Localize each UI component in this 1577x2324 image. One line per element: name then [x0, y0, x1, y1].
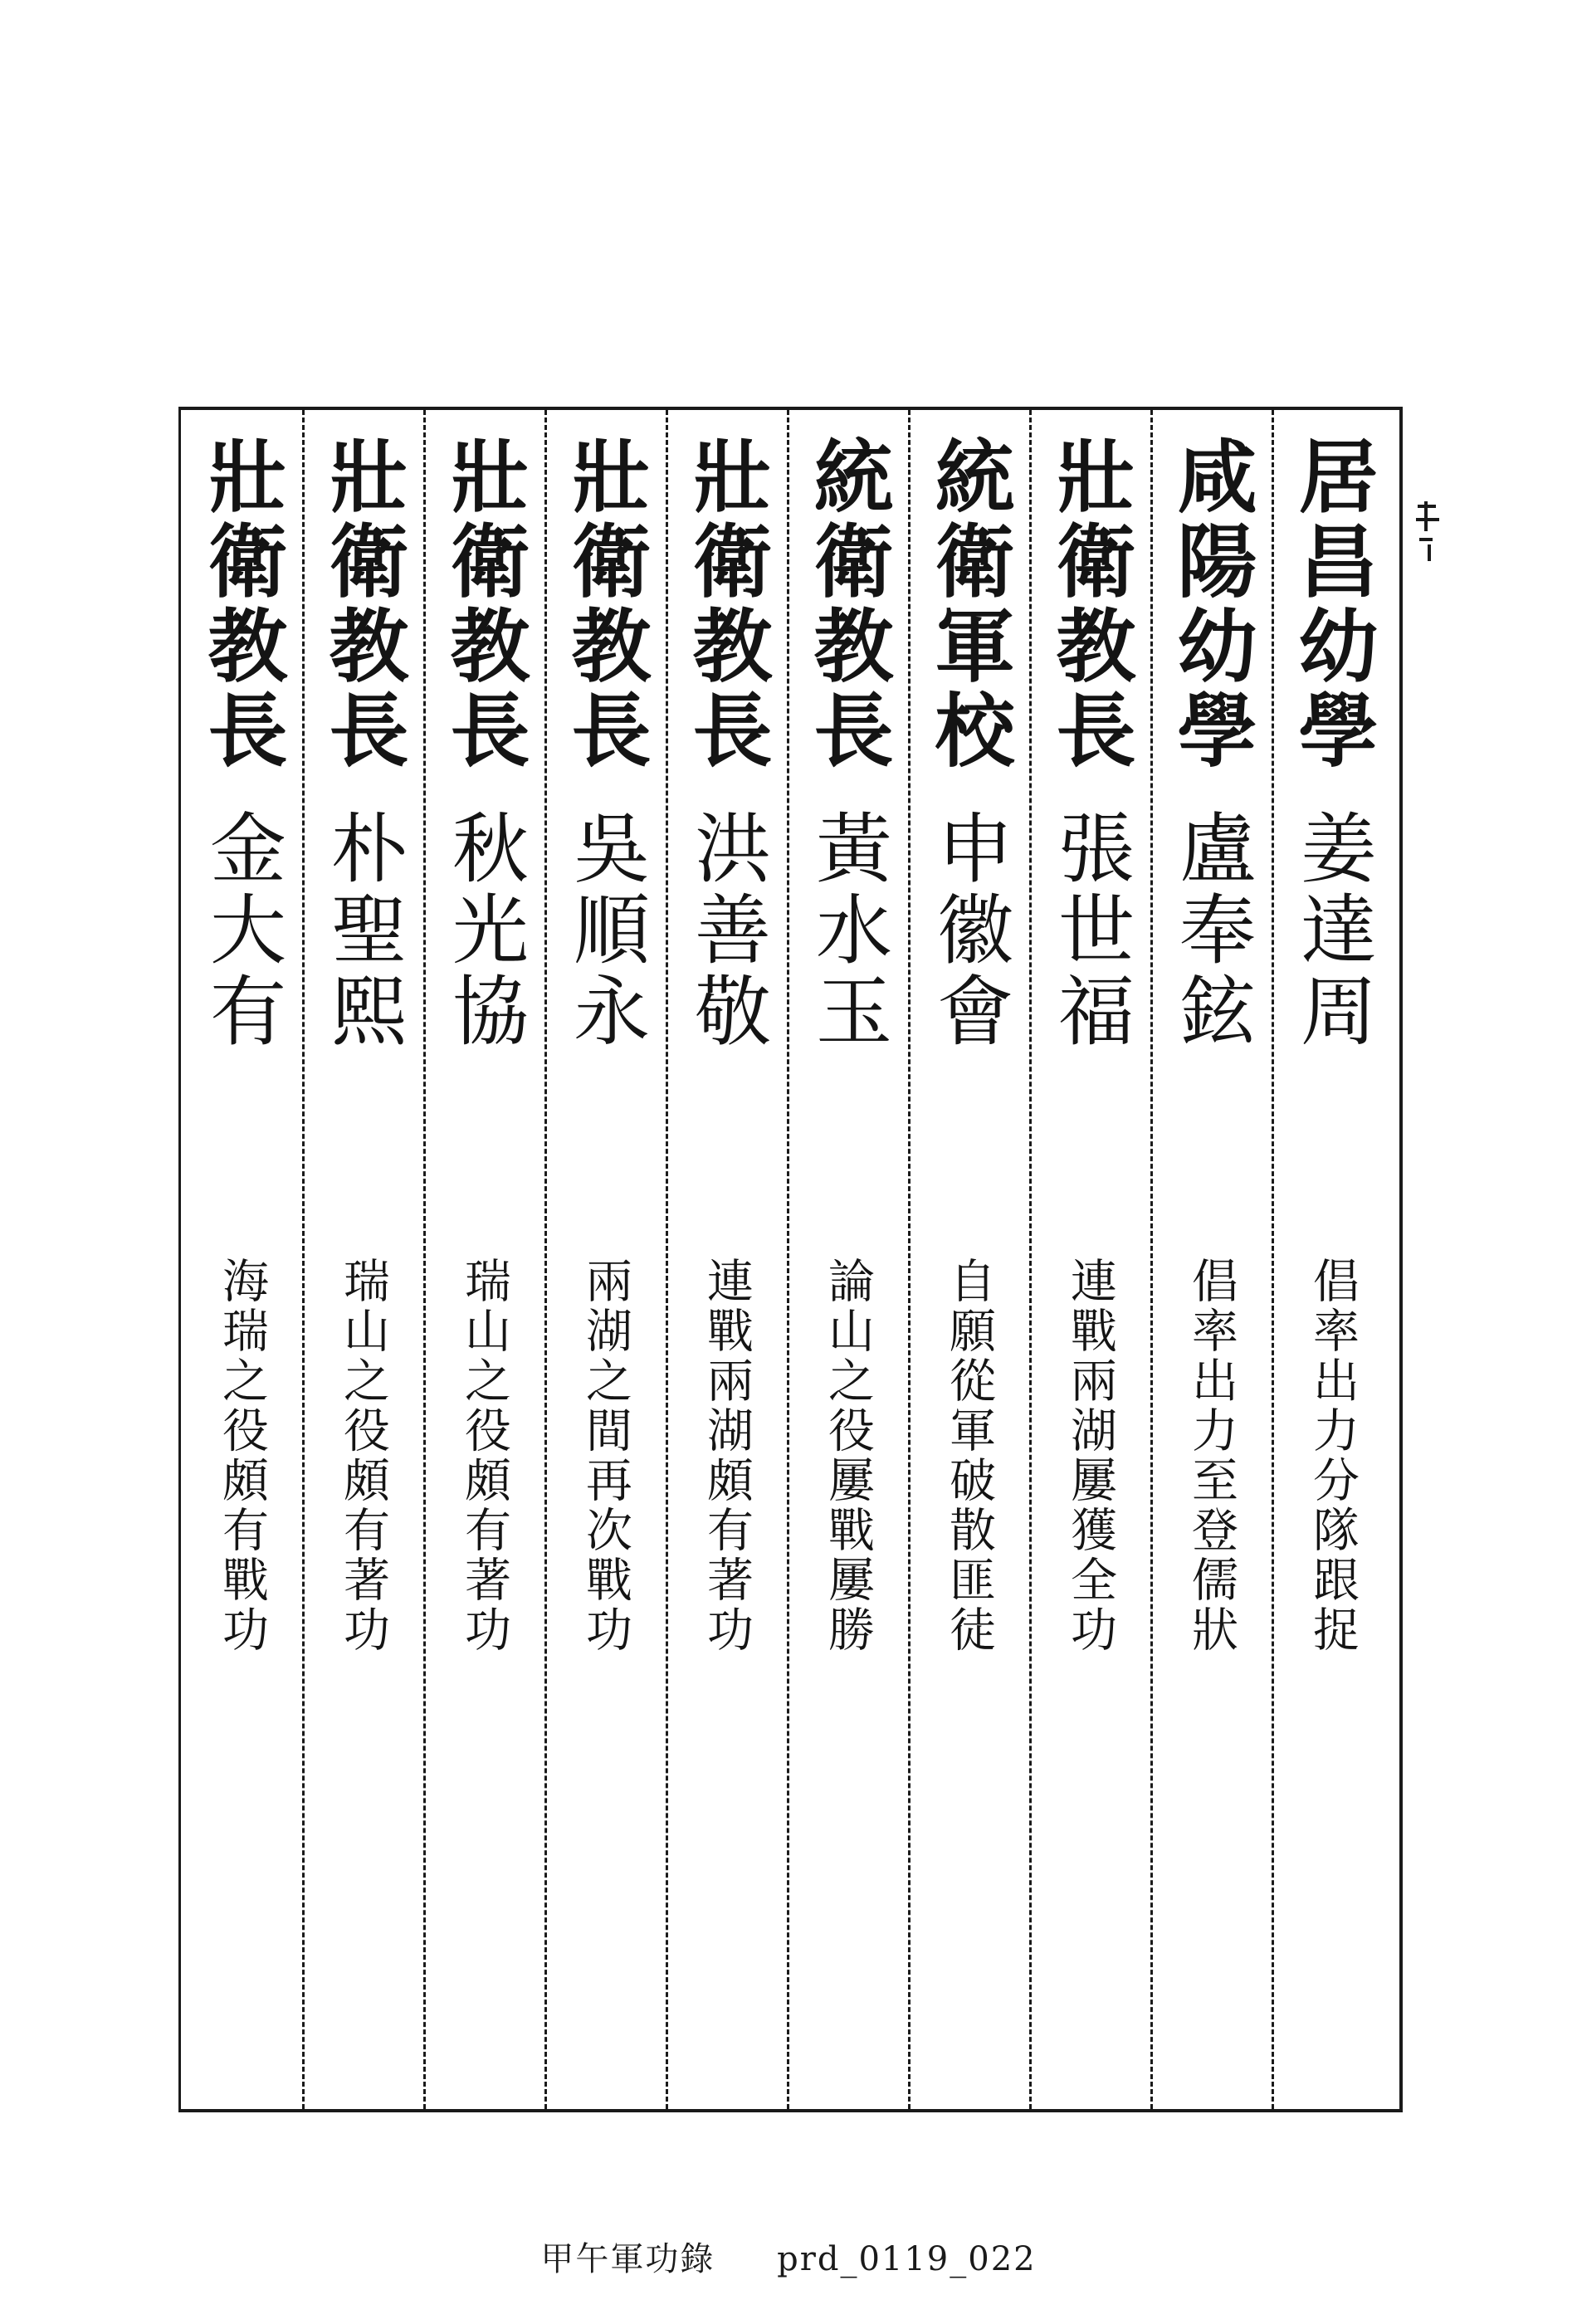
column-title: 咸陽幼學 [1164, 435, 1258, 774]
merit-note: 倡率出力至登儒狀 [1184, 1257, 1238, 1655]
record-column [302, 410, 423, 2109]
person-name: 秋光協 [440, 808, 529, 1052]
column-title: 壯衛教長 [559, 435, 652, 774]
merit-note: 海瑞之役頗有戰功 [215, 1257, 269, 1655]
page-id: prd_0119_022 [777, 2240, 1037, 2278]
record-column [666, 410, 787, 2109]
record-column [1272, 410, 1393, 2109]
column-title: 統衛軍校 [922, 435, 1016, 774]
column-title: 統衛教長 [801, 435, 895, 774]
column-title: 居昌幼學 [1286, 435, 1379, 774]
merit-note: 瑞山之役頗有著功 [457, 1257, 511, 1655]
merit-note: 自願從軍破散匪徒 [942, 1257, 996, 1655]
person-name: 盧奉鉉 [1167, 808, 1256, 1052]
record-column [908, 410, 1029, 2109]
text-frame [178, 407, 1403, 2112]
merit-note: 倡率出力分隊跟捉 [1306, 1257, 1360, 1655]
merit-note: 兩湖之間再次戰功 [579, 1257, 632, 1655]
book-title: 甲午軍功錄 [540, 2240, 715, 2278]
person-name: 吳順永 [561, 808, 650, 1052]
column-title: 壯衛教長 [437, 435, 531, 774]
merit-note: 瑞山之役頗有著功 [336, 1257, 390, 1655]
merit-note: 連戰兩湖屢獲全功 [1063, 1257, 1117, 1655]
page-caption [0, 2233, 1577, 2280]
person-name: 姜達周 [1288, 808, 1377, 1052]
person-name: 黃水玉 [803, 808, 892, 1052]
margin-ink-mark [1411, 498, 1449, 564]
record-column [544, 410, 666, 2109]
record-column [181, 410, 302, 2109]
person-name: 申徽會 [925, 808, 1013, 1052]
person-name: 朴聖熙 [319, 808, 408, 1052]
record-column [1029, 410, 1150, 2109]
column-title: 壯衛教長 [680, 435, 774, 774]
record-column [787, 410, 908, 2109]
record-column [423, 410, 544, 2109]
person-name: 洪善敬 [682, 808, 771, 1052]
person-name: 張世福 [1046, 808, 1135, 1052]
column-title: 壯衛教長 [316, 435, 410, 774]
column-title: 壯衛教長 [195, 435, 289, 774]
merit-note: 連戰兩湖頗有著功 [700, 1257, 754, 1655]
merit-note: 論山之役屢戰屢勝 [821, 1257, 875, 1655]
person-name: 金大有 [198, 808, 286, 1052]
column-title: 壯衛教長 [1043, 435, 1137, 774]
record-column [1150, 410, 1272, 2109]
